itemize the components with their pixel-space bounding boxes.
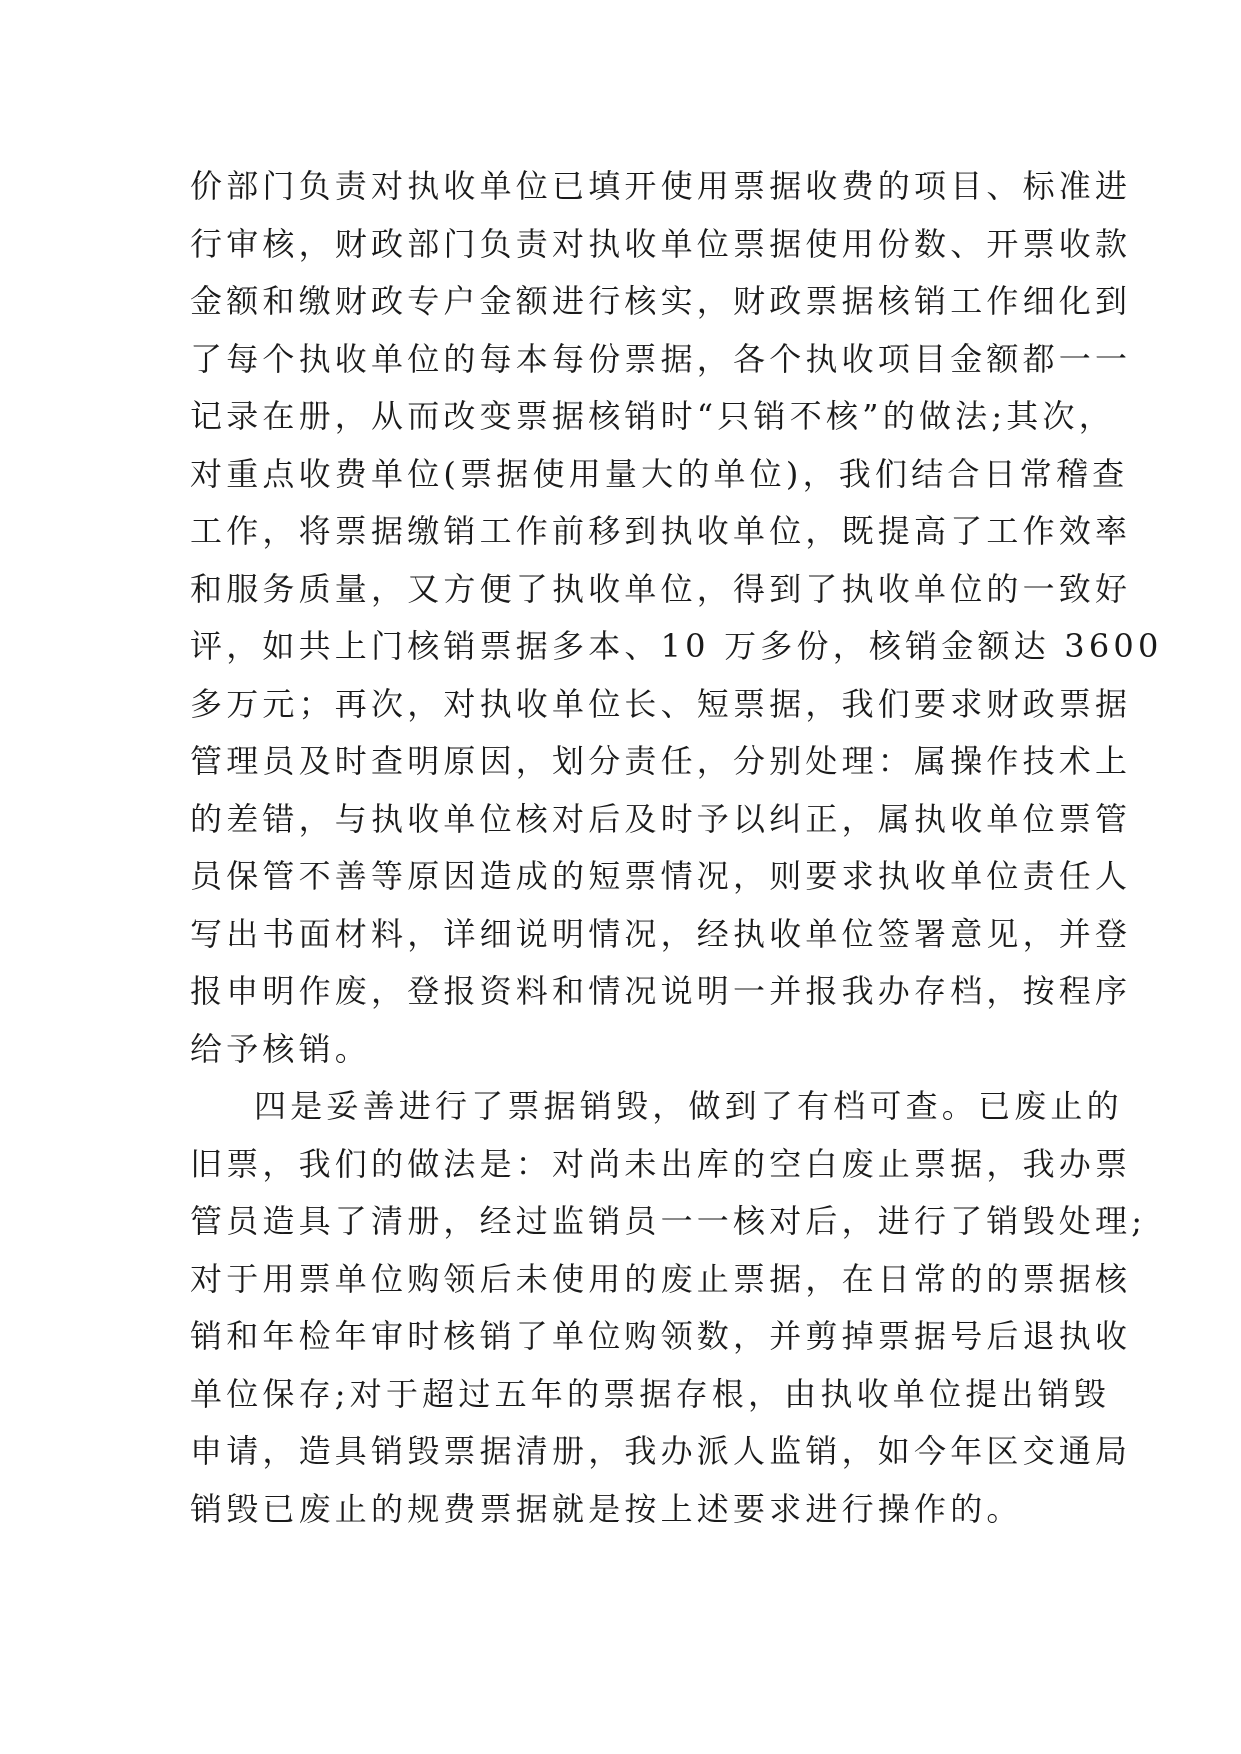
paragraph-1-line-11: 管理员及时查明原因，划分责任，分别处理：属操作技术上 [190, 742, 1132, 780]
paragraph-1-line-3: 金额和缴财政专户金额进行核实，财政票据核销工作细化到 [190, 282, 1132, 320]
paragraph-1-line-10: 多万元；再次，对执收单位长、短票据，我们要求财政票据 [190, 684, 1132, 723]
paragraph-2-line-4: 对于用票单位购领后未使用的废止票据，在日常的的票据核 [190, 1259, 1132, 1298]
paragraph-1-line-15: 报申明作废，登报资料和情况说明一并报我办存档，按程序 [190, 972, 1132, 1010]
paragraph-1-line-2: 行审核，财政部门负责对执收单位票据使用份数、开票收款 [190, 224, 1132, 263]
paragraph-2-line-7: 申请，造具销毁票据清册，我办派人监销，如今年区交通局 [190, 1432, 1132, 1470]
paragraph-2-line-1: 四是妥善进行了票据销毁，做到了有档可查。已废止的 [254, 1087, 1123, 1125]
paragraph-1-line-16: 给予核销。 [190, 1029, 372, 1068]
paragraph-1-line-4: 了每个执收单位的每本每份票据，各个执收项目金额都一一 [190, 339, 1132, 378]
paragraph-1-line-13: 员保管不善等原因造成的短票情况，则要求执收单位责任人 [190, 857, 1132, 895]
paragraph-1-line-7: 工作，将票据缴销工作前移到执收单位，既提高了工作效率 [190, 512, 1132, 550]
paragraph-2-line-2: 旧票，我们的做法是：对尚未出库的空白废止票据，我办票 [190, 1144, 1132, 1183]
paragraph-1-line-12: 的差错，与执收单位核对后及时予以纠正，属执收单位票管 [190, 799, 1132, 838]
paragraph-1-line-6: 对重点收费单位(票据使用量大的单位)，我们结合日常稽查 [190, 454, 1129, 493]
paragraph-1-line-14: 写出书面材料，详细说明情况，经执收单位签署意见，并登 [190, 914, 1132, 953]
paragraph-2-line-6: 单位保存;对于超过五年的票据存根，由执收单位提出销毁 [190, 1374, 1110, 1413]
paragraph-2-line-8: 销毁已废止的规费票据就是按上述要求进行操作的。 [190, 1489, 1023, 1528]
paragraph-1-line-9: 评，如共上门核销票据多本、10 万多份，核销金额达 3600 [190, 627, 1163, 665]
paragraph-1-line-5: 记录在册，从而改变票据核销时“只销不核”的做法;其次， [190, 397, 1115, 435]
paragraph-1-line-1: 价部门负责对执收单位已填开使用票据收费的项目、标准进 [190, 167, 1132, 205]
paragraph-2-line-3: 管员造具了清册，经过监销员一一核对后，进行了销毁处理; [190, 1202, 1147, 1240]
body-text [190, 158, 1163, 1538]
paragraph-1-line-8: 和服务质量，又方便了执收单位，得到了执收单位的一致好 [190, 569, 1132, 608]
paragraph-2-line-5: 销和年检年审时核销了单位购领数，并剪掉票据号后退执收 [190, 1317, 1132, 1355]
